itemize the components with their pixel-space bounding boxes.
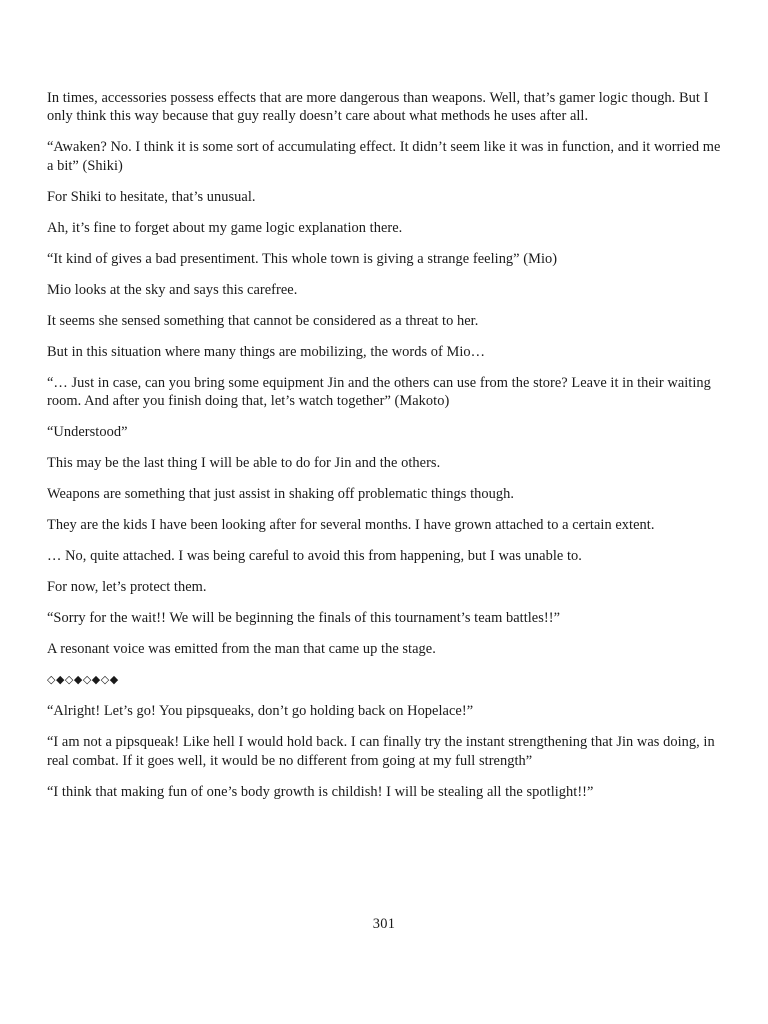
paragraph: This may be the last thing I will be able to do for Jin and the others. <box>47 455 441 472</box>
paragraph: In times, accessories possess effects that are more dangerous than weapons. Well, that’s gamer logic though. But I only think this way because that guy really doesn’t care about what methods he uses after all. <box>47 90 709 125</box>
paragraph: “I think that making fun of one’s body growth is childish! I will be stealing all the spotlight!!” <box>47 783 594 800</box>
paragraph: “I am not a pipsqueak! Like hell I would hold back. I can finally try the instant strengthening that Jin was doing, in real combat. If it goes well, it would be no different from going at my full strength” <box>47 734 715 769</box>
paragraph: Mio looks at the sky and says this carefree. <box>47 281 298 298</box>
paragraph: “Alright! Let’s go! You pipsqueaks, don’t go holding back on Hopelace!” <box>47 703 474 720</box>
paragraph: A resonant voice was emitted from the man that came up the stage. <box>47 641 436 658</box>
paragraph: For Shiki to hesitate, that’s unusual. <box>47 188 256 205</box>
paragraph: “… Just in case, can you bring some equipment Jin and the others can use from the store? Leave it in their waiting room. And after you finish doing that, let’s watch together” (Makoto) <box>47 374 711 410</box>
paragraph: “Understood” <box>47 424 128 441</box>
paragraph: It seems she sensed something that cannot be considered as a threat to her. <box>47 312 479 329</box>
paragraph: Ah, it’s fine to forget about my game logic explanation there. <box>47 219 403 236</box>
paragraph: But in this situation where many things are mobilizing, the words of Mio… <box>47 343 486 360</box>
paragraph: “Sorry for the wait!! We will be beginning the finals of this tournament’s team battles!!” <box>47 610 561 627</box>
paragraph: “Awaken? No. I think it is some sort of accumulating effect. It didn’t seem like it was in function, and it worried me a bit” (Shiki) <box>47 139 721 174</box>
paragraph: … No, quite attached. I was being careful to avoid this from happening, but I was unable to. <box>47 548 582 565</box>
paragraph: They are the kids I have been looking after for several months. I have grown attached to a certain extent. <box>47 517 655 534</box>
scene-separator: ◇◆◇◆◇◆◇◆ <box>47 673 119 687</box>
paragraph: For now, let’s protect them. <box>47 579 207 596</box>
paragraph: “It kind of gives a bad presentiment. This whole town is giving a strange feeling” (Mio) <box>47 250 558 267</box>
page-number: 301 <box>372 916 396 932</box>
paragraph: Weapons are something that just assist in shaking off problematic things though. <box>47 486 515 503</box>
document-body <box>47 89 722 814</box>
